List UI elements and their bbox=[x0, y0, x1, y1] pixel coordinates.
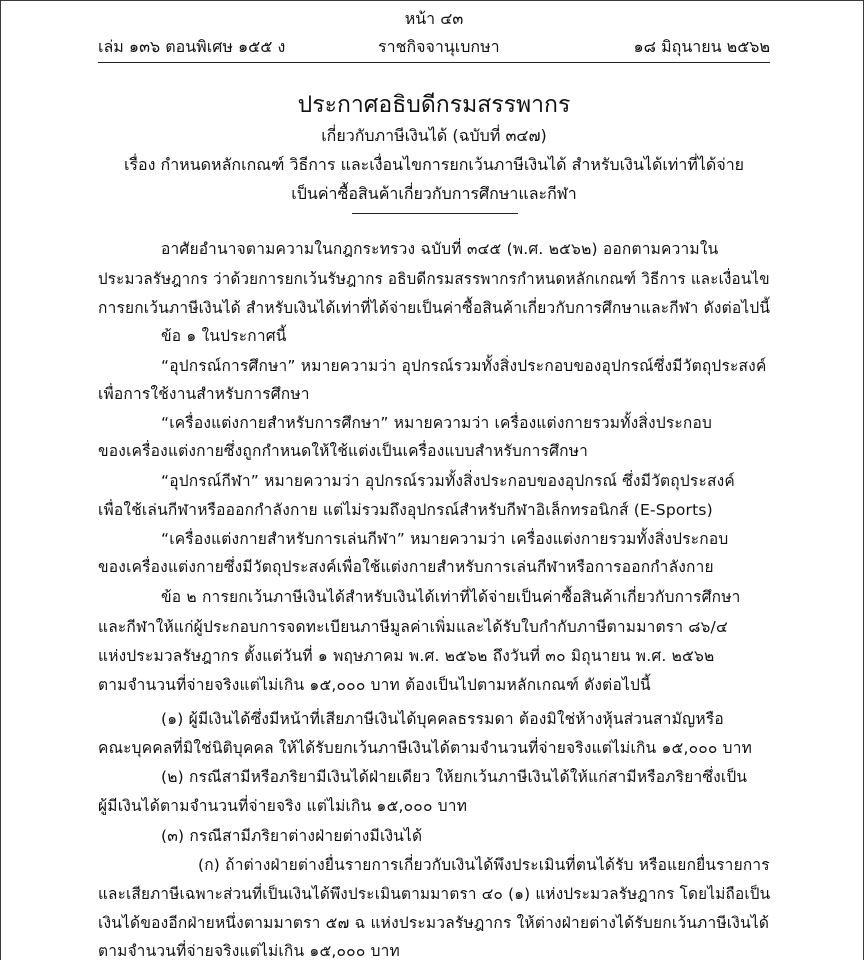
gazette-header bbox=[98, 35, 770, 59]
body-line: การยกเว้นภาษีเงินได้ สำหรับเงินได้เท่าที่ได้จ่ายเป็นค่าซื้อสินค้าเกี่ยวกับการศึกษาและกีฬา ดังต่อไปนี้ bbox=[98, 299, 771, 317]
body-line: “อุปกรณ์การศึกษา” หมายความว่า อุปกรณ์รวมทั้งสิ่งประกอบของอุปกรณ์ซึ่งมีวัตถุประสงค์ bbox=[161, 357, 767, 375]
body-line: (๑) ผู้มีเงินได้ซึ่งมีหน้าที่เสียภาษีเงินได้บุคคลธรรมดา ต้องมิใช่ห้างหุ้นส่วนสามัญหรือ bbox=[161, 710, 724, 728]
body-line: ของเครื่องแต่งกายซึ่งถูกกำหนดให้ใช้แต่งเป็นเครื่องแบบสำหรับการศึกษา bbox=[98, 442, 589, 460]
clause-heading: ข้อ ๒ การยกเว้นภาษีเงินได้สำหรับเงินได้เท่าที่ได้จ่ายเป็นค่าซื้อสินค้าเกี่ยวกับการศึกษา bbox=[161, 588, 741, 606]
clause-heading: ข้อ ๑ ในประกาศนี้ bbox=[161, 327, 287, 345]
body-line: เงินได้ของอีกฝ่ายหนึ่งตามมาตรา ๕๗ ฉ แห่งประมวลรัษฎากร ให้ต่างฝ่ายต่างได้รับยกเว้นภาษีเงินได้ bbox=[98, 914, 770, 932]
body-line: ตามจำนวนที่จ่ายจริงแต่ไม่เกิน ๑๕,๐๐๐ บาท ต้องเป็นไปตามหลักเกณฑ์ ดังต่อไปนี้ bbox=[98, 676, 651, 694]
body-line: อาศัยอำนาจตามความในกฎกระทรวง ฉบับที่ ๓๔๕ (พ.ศ. ๒๕๖๒) ออกตามความใน bbox=[161, 240, 719, 258]
document-subtitle: เกี่ยวกับภาษีเงินได้ (ฉบับที่ ๓๔๗) bbox=[321, 126, 547, 145]
page-number: หน้า ๔๓ bbox=[404, 9, 464, 28]
volume-info: เล่ม ๑๓๖ ตอนพิเศษ ๑๕๕ ง bbox=[98, 37, 286, 56]
body-line: “เครื่องแต่งกายสำหรับการเล่นกีฬา” หมายความว่า เครื่องแต่งกายรวมทั้งสิ่งประกอบ bbox=[161, 530, 729, 548]
body-line: (๒) กรณีสามีหรือภริยามีเงินได้ฝ่ายเดียว ให้ยกเว้นภาษีเงินได้ให้แก่สามีหรือภริยาซึ่งเป็น bbox=[161, 768, 748, 786]
body-line: ประมวลรัษฎากร ว่าด้วยการยกเว้นรัษฎากร อธิบดีกรมสรรพากรกำหนดหลักเกณฑ์ วิธีการ และเงื่อนไข bbox=[98, 270, 770, 288]
body-line: ผู้มีเงินได้ตามจำนวนที่จ่ายจริง แต่ไม่เกิน ๑๕,๐๐๐ บาท bbox=[98, 797, 468, 815]
document-title: ประกาศอธิบดีกรมสรรพากร bbox=[297, 92, 571, 118]
body-line: คณะบุคคลที่มิใช่นิติบุคคล ให้ได้รับยกเว้นภาษีเงินได้ตามจำนวนที่จ่ายจริงแต่ไม่เกิน ๑๕,๐๐๐ บาท bbox=[98, 739, 753, 757]
header-divider bbox=[98, 62, 770, 63]
body-line: และกีฬาให้แก่ผู้ประกอบการจดทะเบียนภาษีมูลค่าเพิ่มและได้รับใบกำกับภาษีตามมาตรา ๘๖/๔ bbox=[98, 618, 728, 636]
publish-date: ๑๘ มิถุนายน ๒๕๖๒ bbox=[633, 37, 770, 56]
body-line: เพื่อใช้เล่นกีฬาหรือออกกำลังกาย แต่ไม่รวมถึงอุปกรณ์สำหรับกีฬาอิเล็กทรอนิกส์ (E-Sports) bbox=[98, 501, 713, 519]
body-line: ตามจำนวนที่จ่ายจริงแต่ไม่เกิน ๑๕,๐๐๐ บาท bbox=[98, 942, 400, 960]
body-line: (ก) ถ้าต่างฝ่ายต่างยื่นรายการเกี่ยวกับเงินได้พึงประเมินที่ตนได้รับ หรือแยกยื่นรายการ bbox=[198, 856, 770, 874]
title-divider bbox=[352, 213, 518, 214]
body-line: แห่งประมวลรัษฎากร ตั้งแต่วันที่ ๑ พฤษภาคม พ.ศ. ๒๕๖๒ ถึงวันที่ ๓๐ มิถุนายน พ.ศ. ๒๕๖๒ bbox=[98, 647, 715, 665]
body-line: “อุปกรณ์กีฬา” หมายความว่า อุปกรณ์รวมทั้งสิ่งประกอบของอุปกรณ์ ซึ่งมีวัตถุประสงค์ bbox=[161, 472, 735, 490]
body-line: (๓) กรณีสามีภริยาต่างฝ่ายต่างมีเงินได้ bbox=[161, 827, 423, 845]
gazette-name: ราชกิจจานุเบกษา bbox=[378, 37, 500, 56]
body-line: ของเครื่องแต่งกายซึ่งมีวัตถุประสงค์เพื่อใช้แต่งกายสำหรับการเล่นกีฬาหรือการออกกำลังกาย bbox=[98, 558, 714, 576]
document-subject: เรื่อง กำหนดหลักเกณฑ์ วิธีการ และเงื่อนไขการยกเว้นภาษีเงินได้ สำหรับเงินได้เท่าที่ได้จ่าย bbox=[123, 155, 745, 174]
body-line: “เครื่องแต่งกายสำหรับการศึกษา” หมายความว่า เครื่องแต่งกายรวมทั้งสิ่งประกอบ bbox=[161, 414, 713, 432]
body-line: เพื่อการใช้งานสำหรับการศึกษา bbox=[98, 385, 310, 403]
body-line: และเสียภาษีเฉพาะส่วนที่เป็นเงินได้พึงประเมินตามมาตรา ๔๐ (๑) แห่งประมวลรัษฎากร โดยไม่ถือเป็น bbox=[98, 885, 771, 903]
document-subject-cont: เป็นค่าซื้อสินค้าเกี่ยวกับการศึกษาและกีฬา bbox=[291, 184, 577, 203]
